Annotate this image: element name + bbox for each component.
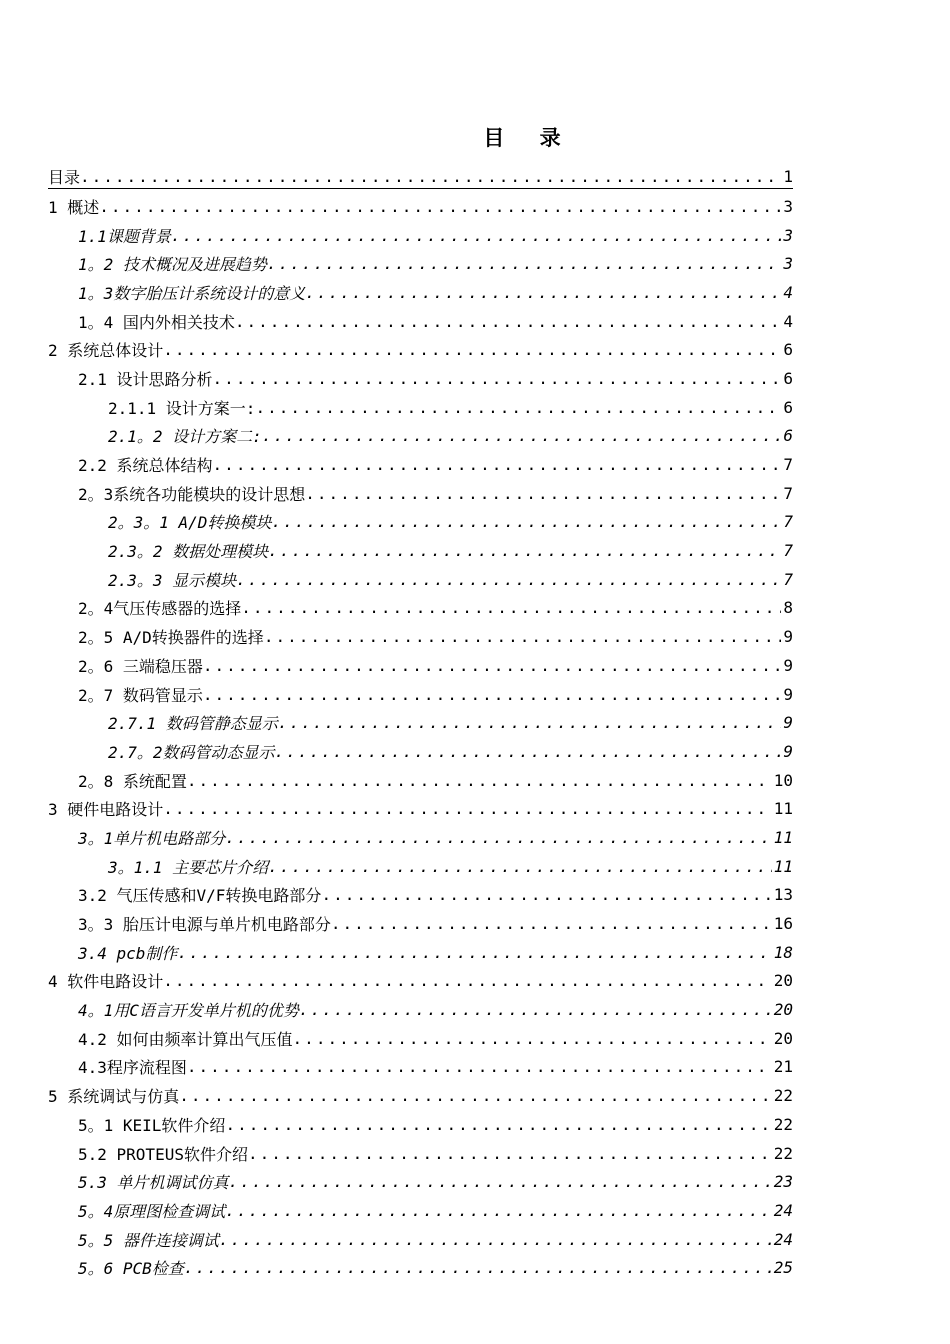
toc-entry-page-number: 6 [783, 397, 793, 417]
toc-entry-page-number: 24 [773, 1200, 793, 1220]
toc-dot-leader [331, 914, 772, 933]
toc-dot-leader [236, 570, 781, 589]
toc-entry-page-number: 7 [783, 483, 793, 503]
toc-entry-title: 2.3。3 显示模块 [108, 570, 237, 590]
toc-dot-leader [99, 197, 781, 216]
toc-entry-title: 2。4气压传感器的选择 [78, 599, 242, 619]
toc-entry-page-number: 9 [783, 713, 793, 733]
toc-entry-page-number: 7 [783, 541, 793, 561]
toc-dot-leader [278, 713, 782, 732]
toc-entry-title: 2.1 设计思路分析 [78, 369, 213, 389]
toc-dot-leader [235, 312, 781, 331]
toc-entry[interactable] [48, 1253, 793, 1282]
toc-entry-page-number: 8 [783, 598, 793, 618]
toc-entry[interactable] [48, 967, 793, 996]
toc-entry-title: 1。2 技术概况及进展趋势 [78, 255, 267, 275]
toc-entry-title: 4.3程序流程图 [78, 1058, 187, 1078]
toc-entry-title: 5。5 器件连接调试 [78, 1230, 219, 1250]
toc-entry[interactable] [48, 852, 793, 881]
toc-dot-leader [225, 828, 771, 847]
toc-entry-title: 2.1。2 设计方案二: [108, 427, 262, 447]
toc-entry-title: 5。4原理图检查调试 [78, 1201, 226, 1221]
toc-dot-leader [229, 1172, 772, 1191]
toc-entry-page-number: 9 [783, 627, 793, 647]
toc-entry-page-number: 22 [773, 1086, 793, 1106]
toc-dot-leader [163, 340, 781, 359]
toc-entry-page-number: 9 [783, 741, 793, 761]
toc-entry-title: 4。1用C语言开发单片机的优势 [78, 1001, 299, 1021]
toc-entry-title: 5.2 PROTEUS软件介绍 [78, 1144, 248, 1164]
toc-entry-page-number: 21 [773, 1057, 793, 1077]
toc-entry[interactable] [48, 335, 793, 364]
toc-entry-title: 5.3 单片机调试仿真 [78, 1173, 229, 1193]
toc-entry-title: 2。7 数码管显示 [78, 685, 203, 705]
toc-entry-page-number: 11 [773, 799, 793, 819]
toc-dot-leader [305, 484, 781, 503]
toc-entry-title: 2。5 A/D转换器件的选择 [78, 628, 264, 648]
toc-dot-leader [255, 398, 781, 417]
toc-dot-leader [187, 771, 772, 790]
toc-entry[interactable] [48, 450, 793, 479]
toc-dot-leader [163, 799, 771, 818]
toc-entry-title: 2.1.1 设计方案一: [108, 398, 256, 418]
toc-entry-title: 2。3。1 A/D转换模块 [108, 513, 272, 533]
toc-entry-title: 4 软件电路设计 [48, 972, 164, 992]
toc-entry-title: 1.1课题背景 [78, 226, 171, 246]
toc-entry-title: 1 概述 [48, 197, 100, 217]
toc-entry-page-number: 24 [773, 1229, 793, 1249]
toc-dot-leader [299, 1000, 772, 1019]
toc-entry-page-number: 23 [773, 1172, 793, 1192]
toc-entry-page-number: 6 [783, 368, 793, 388]
toc-entry-page-number: 18 [773, 942, 793, 962]
toc-entry[interactable] [48, 1196, 793, 1225]
toc-entry-page-number: 7 [783, 512, 793, 532]
toc-dot-leader [293, 1029, 772, 1048]
toc-entry-page-number: 20 [773, 1000, 793, 1020]
toc-entry[interactable] [48, 995, 793, 1024]
toc-entry-page-number: 20 [773, 971, 793, 991]
toc-dot-leader [268, 541, 781, 560]
toc-entry[interactable] [48, 1024, 793, 1053]
toc-entry[interactable] [48, 680, 793, 709]
toc-entry[interactable] [48, 249, 793, 278]
toc-dot-leader [225, 1201, 771, 1220]
toc-entry-title: 2 系统总体设计 [48, 341, 164, 361]
toc-entry-title: 3.2 气压传感和V/F转换电路部分 [78, 886, 322, 906]
toc-entry[interactable] [48, 794, 793, 823]
toc-entry-page-number: 25 [773, 1258, 793, 1278]
toc-entry-page-number: 22 [773, 1143, 793, 1163]
toc-entry[interactable] [48, 1081, 793, 1110]
toc-entry-title: 1。3数字胎压计系统设计的意义 [78, 283, 306, 303]
toc-entry-page-number: 11 [773, 856, 793, 876]
toc-dot-leader [203, 685, 781, 704]
toc-entry[interactable] [48, 622, 793, 651]
toc-entry-title: 2.7。2数码管动态显示 [108, 742, 275, 762]
toc-entry-title: 目录 [48, 167, 81, 187]
toc-dot-leader [177, 943, 771, 962]
toc-entry-page-number: 7 [783, 455, 793, 475]
toc-dot-leader [262, 426, 782, 445]
toc-entry[interactable] [48, 536, 793, 565]
toc-entry[interactable] [48, 1110, 793, 1139]
toc-dot-leader [80, 167, 781, 186]
toc-entry-page-number: 1 [783, 166, 793, 186]
toc-entry[interactable] [48, 479, 793, 508]
toc-entry-title: 3。3 胎压计电源与单片机电路部分 [78, 915, 331, 935]
toc-entry[interactable] [48, 823, 793, 852]
toc-entry[interactable] [48, 364, 793, 393]
toc-dot-leader [213, 369, 782, 388]
toc-entry-title: 1。4 国内外相关技术 [78, 312, 235, 332]
toc-entry-page-number: 9 [783, 655, 793, 675]
toc-dot-leader [268, 857, 772, 876]
toc-entry[interactable] [48, 278, 793, 307]
toc-entry-title: 2。6 三端稳压器 [78, 656, 203, 676]
toc-entry-page-number: 10 [773, 770, 793, 790]
toc-entry[interactable] [48, 221, 793, 250]
page-title: 目 录 [483, 125, 575, 150]
toc-entry-page-number: 4 [783, 282, 793, 302]
toc-dot-leader [321, 885, 771, 904]
toc-dot-leader [184, 1258, 772, 1277]
toc-entry[interactable] [48, 1167, 793, 1196]
toc-entry[interactable] [48, 938, 793, 967]
toc-entry[interactable] [48, 422, 793, 451]
toc-entry[interactable] [48, 651, 793, 680]
toc-entry-page-number: 11 [773, 827, 793, 847]
toc-dot-leader [219, 1230, 772, 1249]
toc-entry[interactable] [48, 737, 793, 766]
toc-dot-leader [203, 656, 781, 675]
toc-entry-title: 3 硬件电路设计 [48, 800, 164, 820]
toc-entry[interactable] [48, 881, 793, 910]
toc-entry-page-number: 20 [773, 1028, 793, 1048]
toc-entry[interactable] [48, 164, 793, 189]
toc-entry-title: 5。1 KEIL软件介绍 [78, 1115, 226, 1135]
toc-dot-leader [241, 598, 781, 617]
toc-entry[interactable] [48, 708, 793, 737]
toc-entry[interactable] [48, 594, 793, 623]
toc-entry-page-number: 3 [783, 225, 793, 245]
toc-entry-title: 3。1单片机电路部分 [78, 828, 226, 848]
toc-entry-page-number: 16 [773, 914, 793, 934]
toc-entry[interactable] [48, 508, 793, 537]
toc-dot-leader [267, 254, 781, 273]
toc-entry-title: 2.2 系统总体结构 [78, 456, 213, 476]
toc-entry[interactable] [48, 909, 793, 938]
toc-dot-leader [171, 226, 781, 245]
toc-dot-leader [275, 742, 782, 761]
toc-dot-leader [213, 455, 782, 474]
toc-entry-title: 2.3。2 数据处理模块 [108, 542, 269, 562]
toc-entry[interactable] [48, 1225, 793, 1254]
toc-entry-page-number: 4 [783, 311, 793, 331]
toc-entry-page-number: 9 [783, 684, 793, 704]
toc-entry-page-number: 6 [783, 340, 793, 360]
toc-entry-page-number: 3 [783, 196, 793, 216]
toc-entry-page-number: 13 [773, 885, 793, 905]
toc-dot-leader [187, 1057, 772, 1076]
toc-entry[interactable] [48, 1139, 793, 1168]
toc-entry[interactable] [48, 393, 793, 422]
toc-entry[interactable] [48, 766, 793, 795]
toc-entry-page-number: 6 [783, 426, 793, 446]
toc-dot-leader [271, 512, 781, 531]
toc-dot-leader [305, 283, 781, 302]
toc-entry-title: 5。6 PCB检查 [78, 1259, 184, 1279]
toc-entry-title: 3。1.1 主要芯片介绍 [108, 857, 269, 877]
toc-entry-title: 3.4 pcb制作 [78, 943, 178, 963]
toc-entry[interactable] [48, 192, 793, 221]
toc-dot-leader [163, 971, 771, 990]
toc-entry-page-number: 22 [773, 1114, 793, 1134]
toc-dot-leader [225, 1115, 771, 1134]
toc-entry[interactable] [48, 307, 793, 336]
toc-entry-title: 4.2 如何由频率计算出气压值 [78, 1029, 293, 1049]
toc-entry-page-number: 3 [783, 254, 793, 274]
toc-entry[interactable] [48, 565, 793, 594]
toc-entry-page-number: 7 [783, 569, 793, 589]
table-of-contents [48, 164, 793, 1282]
toc-dot-leader [264, 627, 782, 646]
toc-entry-title: 5 系统调试与仿真 [48, 1087, 180, 1107]
toc-entry-title: 2。3系统各功能模块的设计思想 [78, 484, 306, 504]
toc-dot-leader [248, 1144, 772, 1163]
toc-entry-title: 2.7.1 数码管静态显示 [108, 714, 278, 734]
toc-entry-title: 2。8 系统配置 [78, 771, 187, 791]
toc-dot-leader [179, 1086, 771, 1105]
toc-entry[interactable] [48, 1053, 793, 1082]
